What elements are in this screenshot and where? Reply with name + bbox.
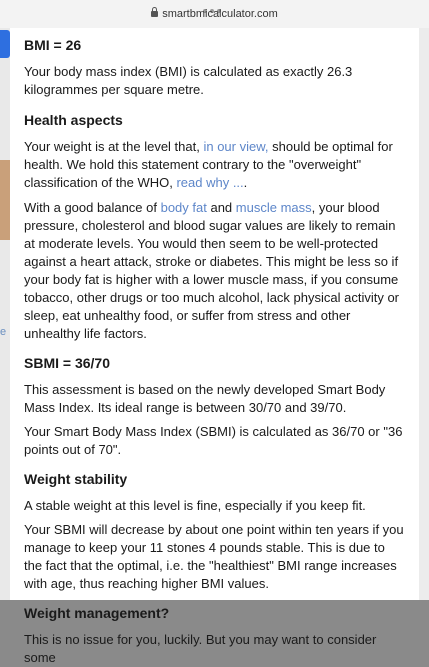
background-text-sliver: e — [0, 326, 7, 338]
background-image-sliver — [0, 160, 10, 240]
stability-paragraph-2: Your SBMI will decrease by about one point within ten years if you manage to keep your 11 stones 4 pounds stable. This is due to the fact that the optimal, i.e. the "healthiest" BMI range increases with age, thus reaching higher BMI values. — [24, 522, 404, 591]
muscle-mass-link[interactable]: muscle mass — [235, 200, 312, 215]
background-page-right — [419, 28, 429, 600]
management-paragraph-1: This is no issue for you, luckily. But you may want to consider some — [24, 632, 377, 665]
health-paragraph-2: With a good balance of body fat and muscle mass, your blood pressure, cholesterol and blood sugar values are likely to remain at moderate levels. You would then seem to be well-protected against a heart attack, stroke or diabetes. This might be less so if your body fat is higher with a lower muscle mass, if you consume tobacco, other drugs or too much alcohol, lack physical activity or sleep, eat unhealthy food, or suffer from stress and other unhealthy life factors. — [24, 200, 400, 341]
background-button-sliver — [0, 30, 10, 58]
sheet-grip-dots[interactable] — [203, 0, 225, 4]
background-page-left — [0, 28, 10, 600]
sbmi-paragraph-2: Your Smart Body Mass Index (SBMI) is calculated as 36/70 or "36 points out of 70". — [24, 424, 403, 457]
health-heading: Health aspects — [24, 112, 123, 128]
result-sheet[interactable] — [10, 28, 419, 665]
bmi-text: Your body mass index (BMI) is calculated as exactly 26.3 kilogrammes per square metre. — [24, 64, 353, 97]
sbmi-heading: SBMI = 36/70 — [24, 355, 110, 371]
url-display[interactable] — [0, 8, 429, 20]
management-heading: Weight management? — [24, 605, 170, 621]
bmi-heading: BMI = 26 — [24, 37, 82, 53]
health-paragraph-1: Your weight is at the level that, in our view, should be optimal for health. We hold this statement contrary to the "overweight" classification of the WHO, read why .... — [24, 139, 393, 190]
lock-icon — [151, 11, 158, 17]
read-why-link[interactable]: read why ... — [176, 175, 244, 190]
browser-address-bar — [0, 0, 429, 28]
sbmi-paragraph-1: This assessment is based on the newly developed Smart Body Mass Index. Its ideal range is between 30/70 and 39/70. — [24, 382, 386, 415]
stability-heading: Weight stability — [24, 471, 128, 487]
in-our-view-link[interactable]: in our view, — [203, 139, 269, 154]
body-fat-link[interactable]: body fat — [160, 200, 207, 215]
url-text: smartbmicalculator.com — [162, 8, 278, 20]
stability-paragraph-1: A stable weight at this level is fine, especially if you keep fit. — [24, 498, 366, 513]
